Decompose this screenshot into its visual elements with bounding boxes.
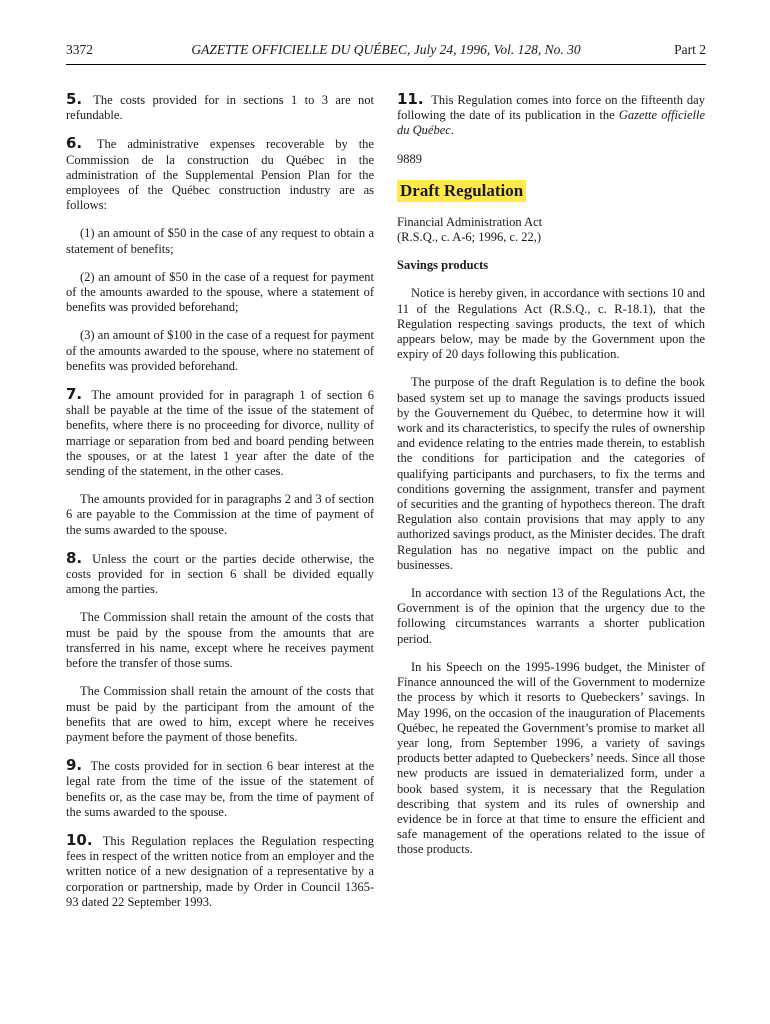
act-reference: (R.S.Q., c. A-6; 1996, c. 22,) <box>397 230 542 245</box>
section-10: 10. This Regulation replaces the Regulation respecting fees in respect of the written notice from an employer and the written notice of a new designation of a representative by a corporation or partnership, made by Order in Council 1365-93 dated 22 September 1993. <box>66 830 374 909</box>
section-number: 9. <box>66 756 83 775</box>
section-number: 10. <box>66 830 93 849</box>
budget-speech-paragraph: In his Speech on the 1995-1996 budget, the Minister of Finance announced the will of the Government to modernize the process by which it resorts to Quebeckers’ savings. In May 1996, on the occasion of the inauguration of Placements Québec, he repeated the Government’s promise to market all year long, from September 1996, a variety of savings products better adapted to Quebeckers’ needs. Since all those new products are issued in dematerialized form, under a book based system, it is necessary that the Regulation describing that system and its rules of ownership and evidence be in force at that time to ensure the efficient and safe management of the operations related to the issue of those products. <box>397 659 705 857</box>
section-number: 11. <box>397 90 424 108</box>
header-rule <box>66 64 706 65</box>
section-6-item-3: (3) an amount of $100 in the case of a request for payment of the amounts awarded to the spouse, where no statement of benefits was provided beforehand. <box>66 328 374 373</box>
purpose-paragraph: The purpose of the draft Regulation is to define the book based system set up to manage the savings products issued by the Gouvernement du Québec, to determine how it will work and its characteristics, to specify the rules of ownership and evidence relating to the entries made therein, to establish the conditions for participation and the categories of qualifying participants and purchasers, to fix the terms and conditions governing the assignment, transfer and payment of securities and the granting of hypothecs thereon. The draft Regulation also contain provisions that may apply to any authorized savings product, as the Minister decides. The draft Regulation has no negative impact on the public and businesses. <box>397 375 706 572</box>
draft-regulation-heading: Draft Regulation <box>397 180 526 202</box>
act-name: Financial Administration Act <box>397 214 543 229</box>
section-8: 8. Unless the court or the parties decide otherwise, the costs provided for in section 6 shall be divided equally among the parties. <box>66 548 375 597</box>
part-label: Part 2 <box>674 42 706 57</box>
page-number: 3372 <box>66 42 93 57</box>
section-number: 7. <box>66 385 83 404</box>
section-9: 9. The costs provided for in section 6 bear interest at the legal rate from the time of the issue of the statement of benefits or, as the case may be, from the time of payment of the sums awarded to the spouse. <box>66 756 374 819</box>
section-5: 5. The costs provided for in sections 1 to 3 are not refundable. <box>66 90 374 123</box>
right-column <box>397 92 705 858</box>
section-number: 6. <box>66 134 83 153</box>
section-8-paragraph-3: The Commission shall retain the amount of the costs that must be paid by the participant from the amount of the benefits that are owed to him, except where he receives payment before the payment of those benefits. <box>66 684 374 744</box>
section-7: 7. The amount provided for in paragraph 1 of section 6 shall be payable at the time of the issue of the statement of benefits, where there is no proceeding for divorce, nullity of marriage or separation from bed and board pending between the spouses, or at the latest 1 year after the date of the sending of the statement, in the other cases. <box>66 385 374 479</box>
section-8-paragraph-2: The Commission shall retain the amount of the costs that must be paid by the spouse from the amounts that are transferred in his name, except where he receives payment before the transfer of those sums. <box>66 610 374 671</box>
notice-paragraph: Notice is hereby given, in accordance with sections 10 and 11 of the Regulations Act (R.S.Q., c. R-18.1), that the Regulation respecting savings products, the text of which appears below, may be made by the Government upon the expiry of 20 days following this publication. <box>397 286 705 362</box>
section-11: 11. This Regulation comes into force on the fifteenth day following the date of its publication in the Gazette officielle du Québec. <box>397 90 706 138</box>
section-6-item-1: (1) an amount of $50 in the case of any request to obtain a statement of benefits; <box>66 226 374 256</box>
section-6-item-2: (2) an amount of $50 in the case of a request for payment of the amounts awarded to the spouse, where a statement of benefits was provided beforehand; <box>66 269 374 315</box>
section-6: 6. The administrative expenses recoverable by the Commission de la construction du Québec in the administration of the Supplemental Pension Plan for the employees of the Québec construction industry are as follows: <box>66 134 374 213</box>
regulation-subject: Savings products <box>397 258 489 273</box>
section-number: 5. <box>66 90 83 108</box>
section-number: 8. <box>66 548 83 567</box>
gazette-name: Gazette officielle du Québec <box>397 108 706 138</box>
section-7-paragraph-2: The amounts provided for in paragraphs 2 and 3 of section 6 are payable to the Commission at the time of payment of the sums awarded to the spouse. <box>66 492 374 537</box>
running-header <box>66 38 706 60</box>
left-column <box>66 92 374 910</box>
gazette-title: GAZETTE OFFICIELLE DU QUÉBEC, July 24, 1996, Vol. 128, No. 30 <box>191 42 581 57</box>
urgency-paragraph: In accordance with section 13 of the Regulations Act, the Government is of the opinion that the urgency due to the following circumstances warrants a shorter publication period. <box>397 586 705 646</box>
document-number: 9889 <box>397 151 422 166</box>
